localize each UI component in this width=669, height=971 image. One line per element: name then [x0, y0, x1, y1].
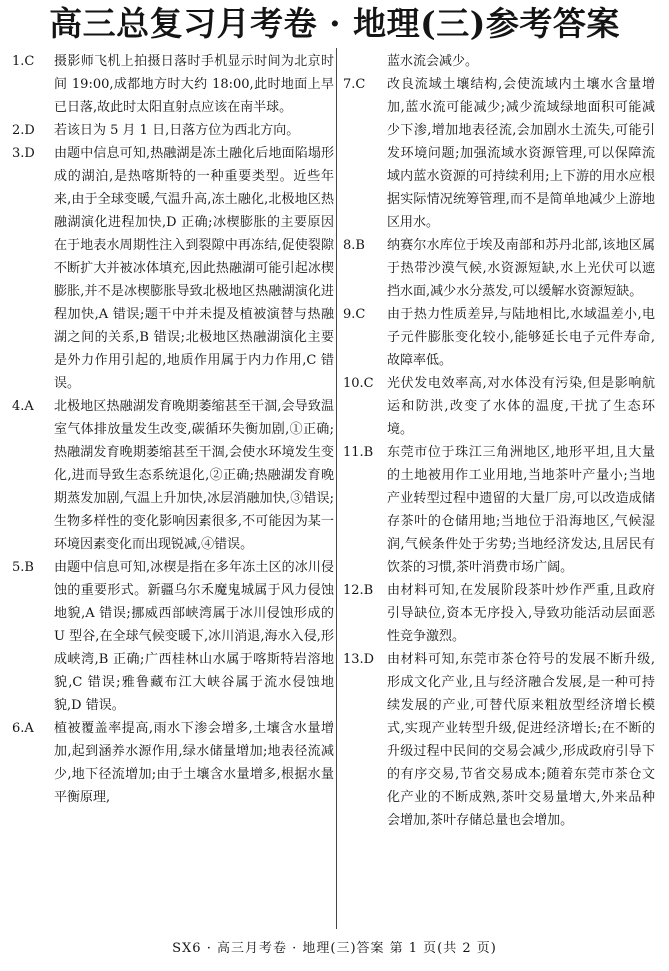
answer-text: 由题中信息可知,热融湖是冻土融化后地面陷塌形成的湖泊,是热喀斯特的一种重要类型。近些年来,由于全球变暖,气温升高,冻土融化,北极地区热融湖演化进程加快,D 正确;冰楔膨胀的主要原因在于地表水周期性注入到裂隙中再冻结,促使裂隙不断扩大并被冰体填充,因此热融湖可能引起冰楔膨胀,并不是冰楔膨胀导致北极地区热融湖演化进程加快,A 错误;题干中并未提及植被演替与热融湖之间的关系,B 错误;北极地区热融湖演化主要是外力作用引起的,地质作用属于内力作用,C 错误。: [54, 146, 334, 391]
answer-text: 改良流域土壤结构,会使流域内土壤水含量增加,蓝水流可能减少;减少流域绿地面积可能减少下渗,增加地表径流,会加剧水土流失,可能引发环境问题;加强流域水资源管理,可以保障流域内蓝水资源的可持续利用;上下游的用水应根据实际情况统筹管理,而不是简单地减少上游地区用水。: [387, 77, 655, 230]
answer-number: 1.C: [12, 54, 35, 69]
answer-text: 植被覆盖率提高,雨水下渗会增多,土壤含水量增加,起到涵养水源作用,绿水储量增加;地表径流减少,地下径流增加;由于土壤含水量增多,根据水量平衡原理,: [54, 721, 334, 805]
answer-number: 12.B: [343, 583, 374, 598]
answer-text: 东莞市位于珠江三角洲地区,地形平坦,且大量的土地被用作工业用地,当地茶叶产量小;当地产业转型过程中遗留的大量厂房,可以改造成储存茶叶的仓储用地;当地位于沿海地区,气候湿润,气候条件处于劣势;当地经济发达,且居民有饮茶的习惯,茶叶消费市场广阔。: [387, 445, 655, 575]
answer-item: [343, 73, 655, 234]
answer-text: 由材料可知,东莞市茶仓符号的发展不断升级,形成文化产业,且与经济融合发展,是一种可持续发展的产业,可替代原来粗放型经济增长模式,实现产业转型升级,促进经济增长;在不断的升级过程中民间的交易会减少,形成政府引导下的有序交易,节省交易成本;随着东莞市茶仓文化产业的不断成熟,茶叶交易量增大,外来品种会增加,茶叶存储总量也会增加。: [387, 652, 655, 828]
answer-item: [343, 372, 655, 441]
answer-number: 5.B: [12, 560, 34, 575]
answer-item: [12, 119, 334, 142]
answer-text: 纳赛尔水库位于埃及南部和苏丹北部,该地区属于热带沙漠气候,水资源短缺,水上光伏可以遮挡水面,减少水分蒸发,可以缓解水资源短缺。: [387, 238, 655, 299]
answer-number: 11.B: [343, 445, 374, 460]
answer-number: 3.D: [12, 146, 35, 161]
answer-item: [12, 142, 334, 395]
answer-item: [12, 395, 334, 556]
left-column: [12, 50, 334, 809]
right-column: [343, 50, 655, 832]
column-divider: [336, 48, 337, 929]
answer-number: 8.B: [343, 238, 365, 253]
answer-text: 若该日为 5 月 1 日,日落方位为西北方向。: [54, 123, 300, 138]
answer-text: 由题中信息可知,冰楔是指在多年冻土区的冰川侵蚀的重要形式。新疆乌尔禾魔鬼城属于风力侵蚀地貌,A 错误;挪威西部峡湾属于冰川侵蚀形成的 U 型谷,在全球气候变暖下,冰川消退,海水入侵,形成峡湾,B 正确;广西桂林山水属于喀斯特岩溶地貌,C 错误;雅鲁藏布江大峡谷属于流水侵蚀地貌,D 错误。: [54, 560, 334, 713]
answer-item: [343, 234, 655, 303]
answer-item: [12, 717, 334, 809]
answer-number: 9.C: [343, 307, 366, 322]
answer-number: 4.A: [12, 399, 34, 414]
page-title: 高三总复习月考卷 · 地理(三)参考答案: [49, 4, 620, 43]
answer-item: [343, 441, 655, 579]
answer-number: 10.C: [343, 376, 374, 391]
answer-item: [343, 303, 655, 372]
answer-item: [343, 648, 655, 832]
answer-text: 光伏发电效率高,对水体没有污染,但是影响航运和防洪,改变了水体的温度,干扰了生态环境。: [387, 376, 655, 437]
answer-number: 2.D: [12, 123, 35, 138]
answer-text: 北极地区热融湖发育晚期萎缩甚至干涸,会导致温室气体排放量发生改变,碳循环失衡加剧,①正确;热融湖发育晚期萎缩甚至干涸,会使水环境发生变化,进而导致生态系统退化,②正确;热融湖发育晚期蒸发加剧,气温上升加快,冰层消融加快,③错误;生物多样性的变化影响因素很多,不可能因为某一环境因素变化而出现锐减,④错误。: [54, 399, 334, 552]
answer-text: 由材料可知,在发展阶段茶叶炒作严重,且政府引导缺位,资本无序投入,导致功能活动层面恶性竞争激烈。: [387, 583, 655, 644]
answer-number: 13.D: [343, 652, 375, 667]
answer-text: 蓝水流会减少。: [387, 54, 479, 69]
answer-text: 由于热力性质差异,与陆地相比,水域温差小,电子元件膨胀变化较小,能够延长电子元件寿命,故障率低。: [387, 307, 655, 368]
answer-item: [343, 50, 655, 73]
page-footer: SX6 · 高三月考卷 · 地理(三)答案 第 1 页(共 2 页): [172, 941, 497, 956]
answer-number: 7.C: [343, 77, 366, 92]
answer-text: 摄影师飞机上拍摄日落时手机显示时间为北京时间 19:00,成都地方时大约 18:00,此时地面上早已日落,故此时太阳直射点应该在南半球。: [54, 54, 334, 115]
answer-item: [12, 50, 334, 119]
answer-item: [343, 579, 655, 648]
answer-item: [12, 556, 334, 717]
answer-number: 6.A: [12, 721, 34, 736]
